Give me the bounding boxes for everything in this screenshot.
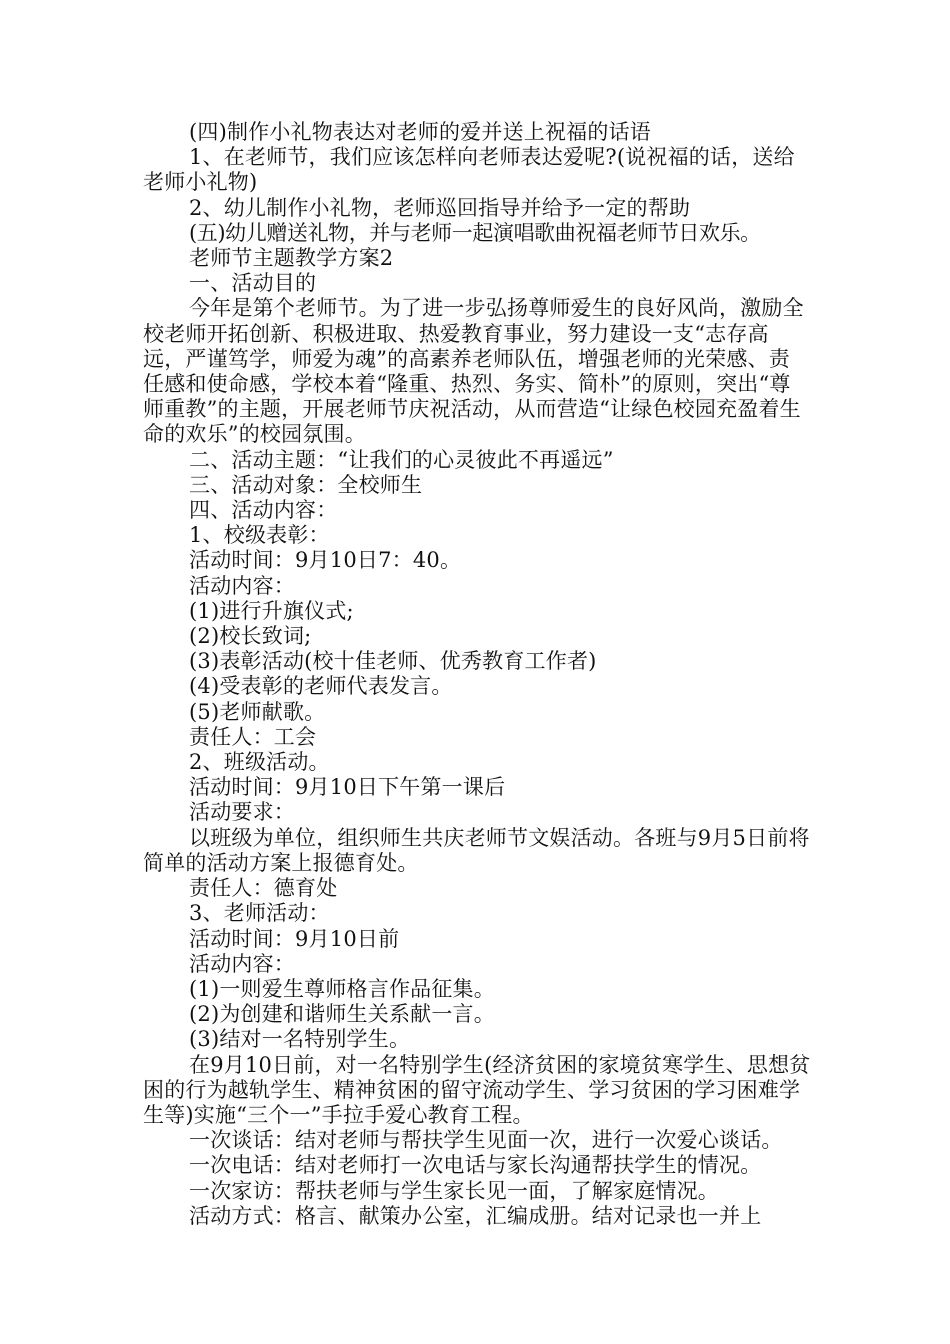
item-content-label: 活动内容： [189, 573, 295, 598]
heading-theme: 二、活动主题：“让我们的心灵彼此不再遥远” [189, 447, 614, 472]
list-item: (2)校长致词; [189, 624, 312, 649]
item-time: 活动时间：9月10日下午第一课后 [189, 775, 506, 800]
list-item: (3)表彰活动(校十佳老师、优秀教育工作者) [189, 649, 597, 674]
paragraph-section-5: (五)幼儿赠送礼物，并与老师一起演唱歌曲祝福老师节日欢乐。 [189, 220, 761, 245]
document-body [143, 120, 811, 1229]
item-method: 活动方式：格言、献策办公室，汇编成册。结对记录也一并上 [189, 1203, 762, 1228]
heading-content: 四、活动内容： [189, 498, 338, 523]
heading-purpose: 一、活动目的 [189, 271, 317, 296]
list-item: (2)为创建和谐师生关系献一言。 [189, 1002, 495, 1027]
item-teacher-activity: 3、老师活动： [189, 901, 330, 926]
item-call: 一次电话：结对老师打一次电话与家长沟通帮扶学生的情况。 [189, 1153, 762, 1178]
item-school-award: 1、校级表彰： [189, 523, 330, 548]
item-responsible: 责任人：德育处 [189, 876, 338, 901]
paragraph-step-2: 2、幼儿制作小礼物，老师巡回指导并给予一定的帮助 [189, 195, 691, 220]
item-time: 活动时间：9月10日前 [189, 926, 400, 951]
list-item: (3)结对一名特别学生。 [189, 1027, 411, 1052]
item-time: 活动时间：9月10日7：40。 [189, 548, 462, 573]
list-item: (5)老师献歌。 [189, 699, 326, 724]
item-content-label: 活动内容： [189, 951, 295, 976]
paragraph-special-students: 在9月10日前，对一名特别学生(经济贫困的家境贫寒学生、思想贫困的行为越轨学生、精神贫困的留守流动学生、学习贫困的学习困难学生等)实施“三个一”手拉手爱心教育工程。 [143, 1052, 811, 1127]
list-item: (1)进行升旗仪式; [189, 598, 354, 623]
list-item: (1)一则爱生尊师格言作品征集。 [189, 976, 495, 1001]
list-item: (4)受表彰的老师代表发言。 [189, 674, 453, 699]
item-class-activity: 2、班级活动。 [189, 750, 330, 775]
plan-title: 老师节主题教学方案2 [189, 246, 394, 271]
paragraph-section-4: (四)制作小礼物表达对老师的爱并送上祝福的话语 [189, 120, 651, 144]
paragraph-step-1: 1、在老师节，我们应该怎样向老师表达爱呢?(说祝福的话，送给老师小礼物) [143, 145, 795, 195]
paragraph-requirement: 以班级为单位，组织师生共庆老师节文娱活动。各班与9月5日前将简单的活动方案上报德育处。 [143, 825, 810, 875]
item-requirement-label: 活动要求： [189, 800, 295, 825]
heading-audience: 三、活动对象：全校师生 [189, 472, 423, 497]
item-talk: 一次谈话：结对老师与帮扶学生见面一次，进行一次爱心谈话。 [189, 1128, 783, 1153]
item-visit: 一次家访：帮扶老师与学生家长见一面，了解家庭情况。 [189, 1178, 719, 1203]
paragraph-purpose: 今年是第个老师节。为了进一步弘扬尊师爱生的良好风尚，激励全校老师开拓创新、积极进取、热爱教育事业，努力建设一支“志存高远，严谨笃学，师爱为魂”的高素养老师队伍，增强老师的光荣感、责任感和使命感，学校本着“隆重、热烈、务实、简朴”的原则，突出“尊师重教”的主题，开展老师节庆祝活动，从而营造“让绿色校园充盈着生命的欢乐”的校园氛围。 [143, 296, 804, 447]
item-responsible: 责任人：工会 [189, 724, 317, 749]
